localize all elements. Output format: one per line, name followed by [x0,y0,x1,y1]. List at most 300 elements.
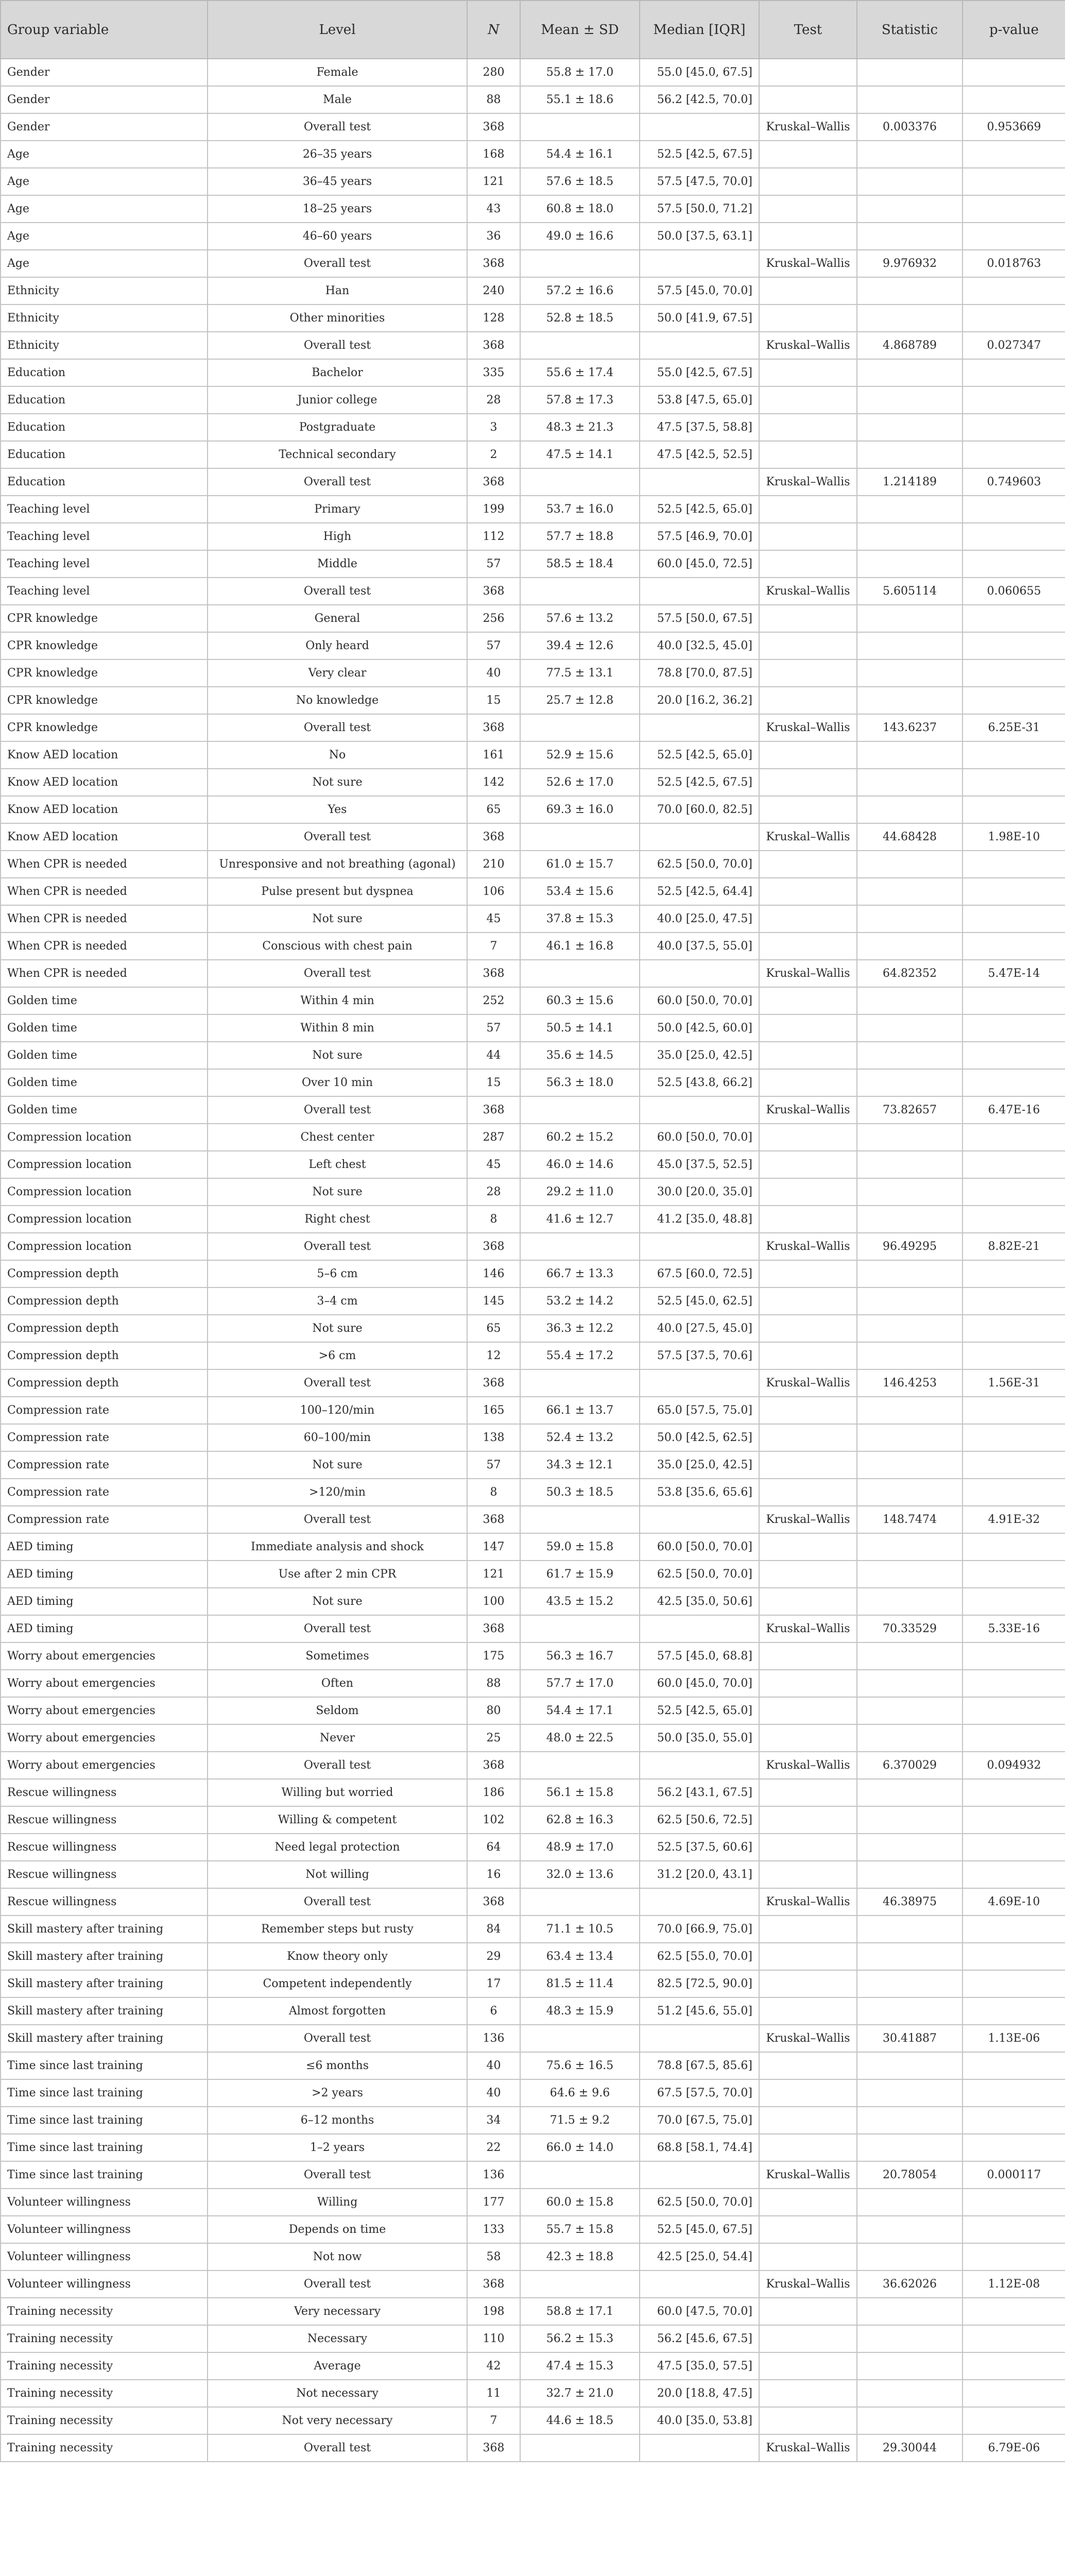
cell-median-iqr: 62.5 [55.0, 70.0] [640,1943,759,1970]
cell-test [759,496,857,523]
cell-mean-sd: 57.7 ± 17.0 [520,1670,640,1697]
cell-p-value: 0.094932 [963,1752,1065,1779]
cell-p-value: 1.56E-31 [963,1369,1065,1397]
cell-level: Necessary [208,2325,467,2352]
table-row [1,1042,1065,1069]
cell-mean-sd: 42.3 ± 18.8 [520,2243,640,2270]
cell-statistic: 70.33529 [857,1615,963,1642]
cell-group-variable: Teaching level [1,550,208,578]
cell-mean-sd [520,1506,640,1533]
table-row [1,59,1065,86]
header-level: Level [208,1,467,59]
cell-mean-sd: 34.3 ± 12.1 [520,1451,640,1479]
cell-group-variable: Know AED location [1,796,208,823]
cell-test [759,632,857,659]
cell-p-value [963,1997,1065,2025]
cell-median-iqr: 57.5 [37.5, 70.6] [640,1342,759,1369]
cell-test: Kruskal–Wallis [759,960,857,987]
cell-median-iqr: 41.2 [35.0, 48.8] [640,1206,759,1233]
cell-statistic [857,1834,963,1861]
cell-group-variable: Skill mastery after training [1,1997,208,2025]
cell-level: Overall test [208,113,467,141]
cell-p-value: 6.47E-16 [963,1096,1065,1124]
cell-statistic [857,1916,963,1943]
cell-median-iqr: 40.0 [37.5, 55.0] [640,933,759,960]
cell-p-value [963,2189,1065,2216]
cell-mean-sd [520,714,640,741]
cell-median-iqr: 50.0 [35.0, 55.0] [640,1724,759,1752]
cell-p-value [963,1424,1065,1451]
cell-statistic [857,2134,963,2161]
cell-mean-sd: 39.4 ± 12.6 [520,632,640,659]
cell-median-iqr: 52.5 [42.5, 64.4] [640,878,759,905]
table-row [1,1206,1065,1233]
cell-mean-sd: 66.7 ± 13.3 [520,1260,640,1287]
cell-mean-sd: 52.6 ± 17.0 [520,769,640,796]
cell-p-value [963,1042,1065,1069]
cell-p-value [963,277,1065,304]
cell-median-iqr: 52.5 [42.5, 65.0] [640,496,759,523]
cell-n: 136 [467,2161,520,2189]
cell-test [759,1779,857,1806]
cell-level: Only heard [208,632,467,659]
cell-test [759,386,857,414]
cell-p-value [963,550,1065,578]
cell-statistic [857,659,963,687]
cell-mean-sd: 60.2 ± 15.2 [520,1124,640,1151]
cell-group-variable: Compression rate [1,1424,208,1451]
cell-group-variable: Compression location [1,1233,208,1260]
table-row [1,386,1065,414]
cell-test: Kruskal–Wallis [759,2025,857,2052]
cell-statistic: 148.7474 [857,1506,963,1533]
cell-mean-sd: 43.5 ± 15.2 [520,1588,640,1615]
cell-n: 57 [467,1014,520,1042]
cell-group-variable: Volunteer willingness [1,2243,208,2270]
cell-n: 65 [467,1315,520,1342]
cell-n: 368 [467,250,520,277]
cell-n: 11 [467,2380,520,2407]
cell-p-value [963,1916,1065,1943]
cell-group-variable: Ethnicity [1,277,208,304]
cell-group-variable: Worry about emergencies [1,1724,208,1752]
cell-statistic: 5.605114 [857,578,963,605]
cell-median-iqr [640,468,759,496]
cell-p-value [963,1834,1065,1861]
cell-median-iqr [640,1615,759,1642]
cell-n: 368 [467,1096,520,1124]
cell-mean-sd: 47.4 ± 15.3 [520,2352,640,2380]
cell-mean-sd [520,1233,640,1260]
cell-median-iqr [640,1233,759,1260]
cell-test: Kruskal–Wallis [759,578,857,605]
cell-group-variable: Compression rate [1,1479,208,1506]
cell-n: 161 [467,741,520,769]
table-row [1,2434,1065,2462]
table-row [1,1888,1065,1916]
cell-median-iqr: 52.5 [45.0, 62.5] [640,1287,759,1315]
cell-p-value [963,1533,1065,1561]
cell-statistic [857,1342,963,1369]
cell-test [759,1397,857,1424]
table-row [1,769,1065,796]
table-row [1,195,1065,223]
cell-statistic: 20.78054 [857,2161,963,2189]
cell-test [759,905,857,933]
table-row [1,332,1065,359]
cell-p-value [963,1069,1065,1096]
cell-statistic: 6.370029 [857,1752,963,1779]
cell-p-value [963,386,1065,414]
table-row [1,1615,1065,1642]
cell-test [759,1806,857,1834]
cell-mean-sd [520,2161,640,2189]
table-row [1,1779,1065,1806]
cell-mean-sd [520,250,640,277]
cell-group-variable: Time since last training [1,2134,208,2161]
cell-median-iqr: 60.0 [47.5, 70.0] [640,2298,759,2325]
cell-level: Overall test [208,2270,467,2298]
cell-median-iqr: 55.0 [42.5, 67.5] [640,359,759,386]
cell-mean-sd: 57.6 ± 18.5 [520,168,640,195]
cell-test [759,414,857,441]
cell-level: Use after 2 min CPR [208,1561,467,1588]
cell-statistic [857,1806,963,1834]
cell-mean-sd: 62.8 ± 16.3 [520,1806,640,1834]
cell-statistic [857,168,963,195]
cell-n: 57 [467,550,520,578]
table-row [1,632,1065,659]
cell-median-iqr: 52.5 [42.5, 65.0] [640,741,759,769]
table-row [1,2107,1065,2134]
cell-n: 252 [467,987,520,1014]
cell-group-variable: Ethnicity [1,304,208,332]
cell-group-variable: Rescue willingness [1,1861,208,1888]
cell-group-variable: Compression depth [1,1260,208,1287]
cell-mean-sd: 54.4 ± 17.1 [520,1697,640,1724]
cell-median-iqr: 70.0 [67.5, 75.0] [640,2107,759,2134]
cell-test [759,878,857,905]
cell-n: 40 [467,2079,520,2107]
cell-p-value [963,1479,1065,1506]
cell-median-iqr: 45.0 [37.5, 52.5] [640,1151,759,1178]
table-row [1,687,1065,714]
cell-n: 368 [467,960,520,987]
header-row [1,1,1065,59]
cell-statistic [857,141,963,168]
cell-statistic [857,878,963,905]
cell-median-iqr: 40.0 [27.5, 45.0] [640,1315,759,1342]
cell-n: 34 [467,2107,520,2134]
cell-p-value [963,1724,1065,1752]
cell-median-iqr: 62.5 [50.0, 70.0] [640,2189,759,2216]
cell-n: 42 [467,2352,520,2380]
cell-mean-sd: 81.5 ± 11.4 [520,1970,640,1997]
cell-statistic [857,1124,963,1151]
cell-p-value [963,195,1065,223]
cell-group-variable: Compression location [1,1178,208,1206]
cell-p-value [963,1861,1065,1888]
cell-n: 368 [467,1752,520,1779]
cell-test [759,1315,857,1342]
cell-level: Never [208,1724,467,1752]
cell-statistic [857,1561,963,1588]
cell-level: Not sure [208,769,467,796]
cell-median-iqr: 35.0 [25.0, 42.5] [640,1042,759,1069]
cell-statistic [857,905,963,933]
cell-mean-sd: 57.6 ± 13.2 [520,605,640,632]
cell-median-iqr: 53.8 [47.5, 65.0] [640,386,759,414]
cell-mean-sd: 75.6 ± 16.5 [520,2052,640,2079]
cell-n: 15 [467,1069,520,1096]
cell-n: 368 [467,1888,520,1916]
cell-mean-sd: 57.2 ± 16.6 [520,277,640,304]
cell-mean-sd: 25.7 ± 12.8 [520,687,640,714]
cell-group-variable: Worry about emergencies [1,1642,208,1670]
cell-median-iqr: 47.5 [35.0, 57.5] [640,2352,759,2380]
cell-statistic [857,277,963,304]
cell-n: 368 [467,823,520,851]
cell-n: 368 [467,1233,520,1260]
cell-test: Kruskal–Wallis [759,1233,857,1260]
cell-statistic: 143.6237 [857,714,963,741]
cell-statistic [857,2380,963,2407]
cell-mean-sd [520,1369,640,1397]
cell-group-variable: Education [1,414,208,441]
cell-statistic [857,1260,963,1287]
cell-n: 12 [467,1342,520,1369]
cell-group-variable: When CPR is needed [1,851,208,878]
cell-level: Not sure [208,1588,467,1615]
table-row [1,2161,1065,2189]
cell-n: 6 [467,1997,520,2025]
cell-mean-sd: 55.6 ± 17.4 [520,359,640,386]
cell-p-value: 6.79E-06 [963,2434,1065,2462]
header-p-value: p-value [963,1,1065,59]
cell-median-iqr: 60.0 [50.0, 70.0] [640,987,759,1014]
cell-statistic [857,1861,963,1888]
cell-statistic [857,741,963,769]
table-row [1,1315,1065,1342]
cell-n: 147 [467,1533,520,1561]
cell-median-iqr: 62.5 [50.0, 70.0] [640,1561,759,1588]
cell-p-value [963,1806,1065,1834]
table-row [1,2380,1065,2407]
cell-level: Conscious with chest pain [208,933,467,960]
cell-level: High [208,523,467,550]
cell-test [759,1260,857,1287]
table-header [1,1,1065,59]
cell-test: Kruskal–Wallis [759,1615,857,1642]
cell-group-variable: Compression depth [1,1342,208,1369]
cell-n: 7 [467,2407,520,2434]
cell-level: 60–100/min [208,1424,467,1451]
cell-test: Kruskal–Wallis [759,1369,857,1397]
cell-statistic: 44.68428 [857,823,963,851]
cell-test [759,1451,857,1479]
cell-group-variable: Know AED location [1,823,208,851]
cell-test: Kruskal–Wallis [759,332,857,359]
cell-statistic [857,1479,963,1506]
cell-median-iqr: 30.0 [20.0, 35.0] [640,1178,759,1206]
cell-group-variable: CPR knowledge [1,687,208,714]
table-row [1,905,1065,933]
cell-p-value [963,796,1065,823]
cell-n: 3 [467,414,520,441]
cell-median-iqr: 65.0 [57.5, 75.0] [640,1397,759,1424]
cell-n: 57 [467,1451,520,1479]
table-row [1,605,1065,632]
cell-level: Left chest [208,1151,467,1178]
table-row [1,659,1065,687]
cell-p-value: 1.13E-06 [963,2025,1065,2052]
cell-level: 18–25 years [208,195,467,223]
table-row [1,441,1065,468]
cell-level: Right chest [208,1206,467,1233]
cell-n: 44 [467,1042,520,1069]
cell-n: 43 [467,195,520,223]
cell-median-iqr: 62.5 [50.0, 70.0] [640,851,759,878]
cell-mean-sd: 56.2 ± 15.3 [520,2325,640,2352]
cell-n: 80 [467,1697,520,1724]
cell-p-value [963,441,1065,468]
cell-n: 58 [467,2243,520,2270]
cell-p-value [963,141,1065,168]
cell-level: Pulse present but dyspnea [208,878,467,905]
cell-median-iqr: 60.0 [45.0, 72.5] [640,550,759,578]
cell-p-value: 0.060655 [963,578,1065,605]
table-row [1,1861,1065,1888]
cell-median-iqr: 40.0 [32.5, 45.0] [640,632,759,659]
cell-test [759,2352,857,2380]
cell-n: 177 [467,2189,520,2216]
cell-statistic [857,550,963,578]
cell-median-iqr: 56.2 [43.1, 67.5] [640,1779,759,1806]
cell-test [759,141,857,168]
cell-test [759,2380,857,2407]
cell-mean-sd: 48.0 ± 22.5 [520,1724,640,1752]
cell-statistic [857,1315,963,1342]
table-row [1,1916,1065,1943]
table-row [1,2189,1065,2216]
cell-level: 1–2 years [208,2134,467,2161]
cell-statistic [857,1151,963,1178]
cell-test [759,769,857,796]
table-row [1,1287,1065,1315]
header-test: Test [759,1,857,59]
table-row [1,1506,1065,1533]
cell-mean-sd: 61.7 ± 15.9 [520,1561,640,1588]
cell-level: Almost forgotten [208,1997,467,2025]
cell-statistic [857,1697,963,1724]
cell-p-value [963,1287,1065,1315]
cell-group-variable: Know AED location [1,769,208,796]
cell-p-value [963,1178,1065,1206]
cell-test [759,1287,857,1315]
cell-test [759,195,857,223]
cell-level: Very necessary [208,2298,467,2325]
cell-p-value [963,1943,1065,1970]
cell-n: 28 [467,1178,520,1206]
cell-test [759,933,857,960]
cell-p-value [963,1561,1065,1588]
cell-level: Average [208,2352,467,2380]
cell-statistic [857,2407,963,2434]
cell-level: Willing [208,2189,467,2216]
cell-group-variable: Golden time [1,1042,208,1069]
cell-test: Kruskal–Wallis [759,468,857,496]
table-row [1,113,1065,141]
cell-mean-sd: 46.0 ± 14.6 [520,1151,640,1178]
cell-statistic [857,1997,963,2025]
cell-median-iqr: 50.0 [42.5, 60.0] [640,1014,759,1042]
cell-group-variable: CPR knowledge [1,714,208,741]
cell-p-value: 0.018763 [963,250,1065,277]
cell-group-variable: Worry about emergencies [1,1697,208,1724]
table-row [1,1670,1065,1697]
cell-mean-sd [520,468,640,496]
cell-statistic [857,1397,963,1424]
cell-p-value [963,1342,1065,1369]
cell-statistic [857,2325,963,2352]
cell-p-value [963,168,1065,195]
cell-level: Sometimes [208,1642,467,1670]
cell-n: 142 [467,769,520,796]
cell-n: 40 [467,659,520,687]
cell-level: 26–35 years [208,141,467,168]
cell-median-iqr: 40.0 [25.0, 47.5] [640,905,759,933]
cell-test [759,987,857,1014]
cell-n: 128 [467,304,520,332]
cell-median-iqr [640,823,759,851]
cell-median-iqr: 67.5 [57.5, 70.0] [640,2079,759,2107]
table-row [1,496,1065,523]
cell-p-value: 5.47E-14 [963,960,1065,987]
cell-group-variable: Age [1,141,208,168]
cell-mean-sd: 69.3 ± 16.0 [520,796,640,823]
cell-mean-sd: 50.5 ± 14.1 [520,1014,640,1042]
cell-median-iqr [640,714,759,741]
cell-level: No [208,741,467,769]
cell-p-value [963,987,1065,1014]
cell-mean-sd [520,960,640,987]
cell-test [759,1916,857,1943]
cell-n: 287 [467,1124,520,1151]
cell-test [759,1861,857,1888]
cell-test [759,2298,857,2325]
cell-mean-sd: 55.1 ± 18.6 [520,86,640,113]
cell-test [759,1178,857,1206]
cell-p-value: 0.953669 [963,113,1065,141]
cell-median-iqr [640,332,759,359]
cell-mean-sd: 55.7 ± 15.8 [520,2216,640,2243]
cell-test: Kruskal–Wallis [759,1888,857,1916]
cell-n: 16 [467,1861,520,1888]
cell-group-variable: AED timing [1,1588,208,1615]
cell-mean-sd: 48.3 ± 15.9 [520,1997,640,2025]
cell-n: 368 [467,1369,520,1397]
cell-median-iqr: 70.0 [66.9, 75.0] [640,1916,759,1943]
cell-test [759,2079,857,2107]
table-body [1,59,1065,2462]
cell-test: Kruskal–Wallis [759,250,857,277]
cell-test [759,687,857,714]
cell-mean-sd: 52.9 ± 15.6 [520,741,640,769]
cell-test [759,1206,857,1233]
cell-p-value [963,2380,1065,2407]
cell-mean-sd: 47.5 ± 14.1 [520,441,640,468]
header-group-variable: Group variable [1,1,208,59]
